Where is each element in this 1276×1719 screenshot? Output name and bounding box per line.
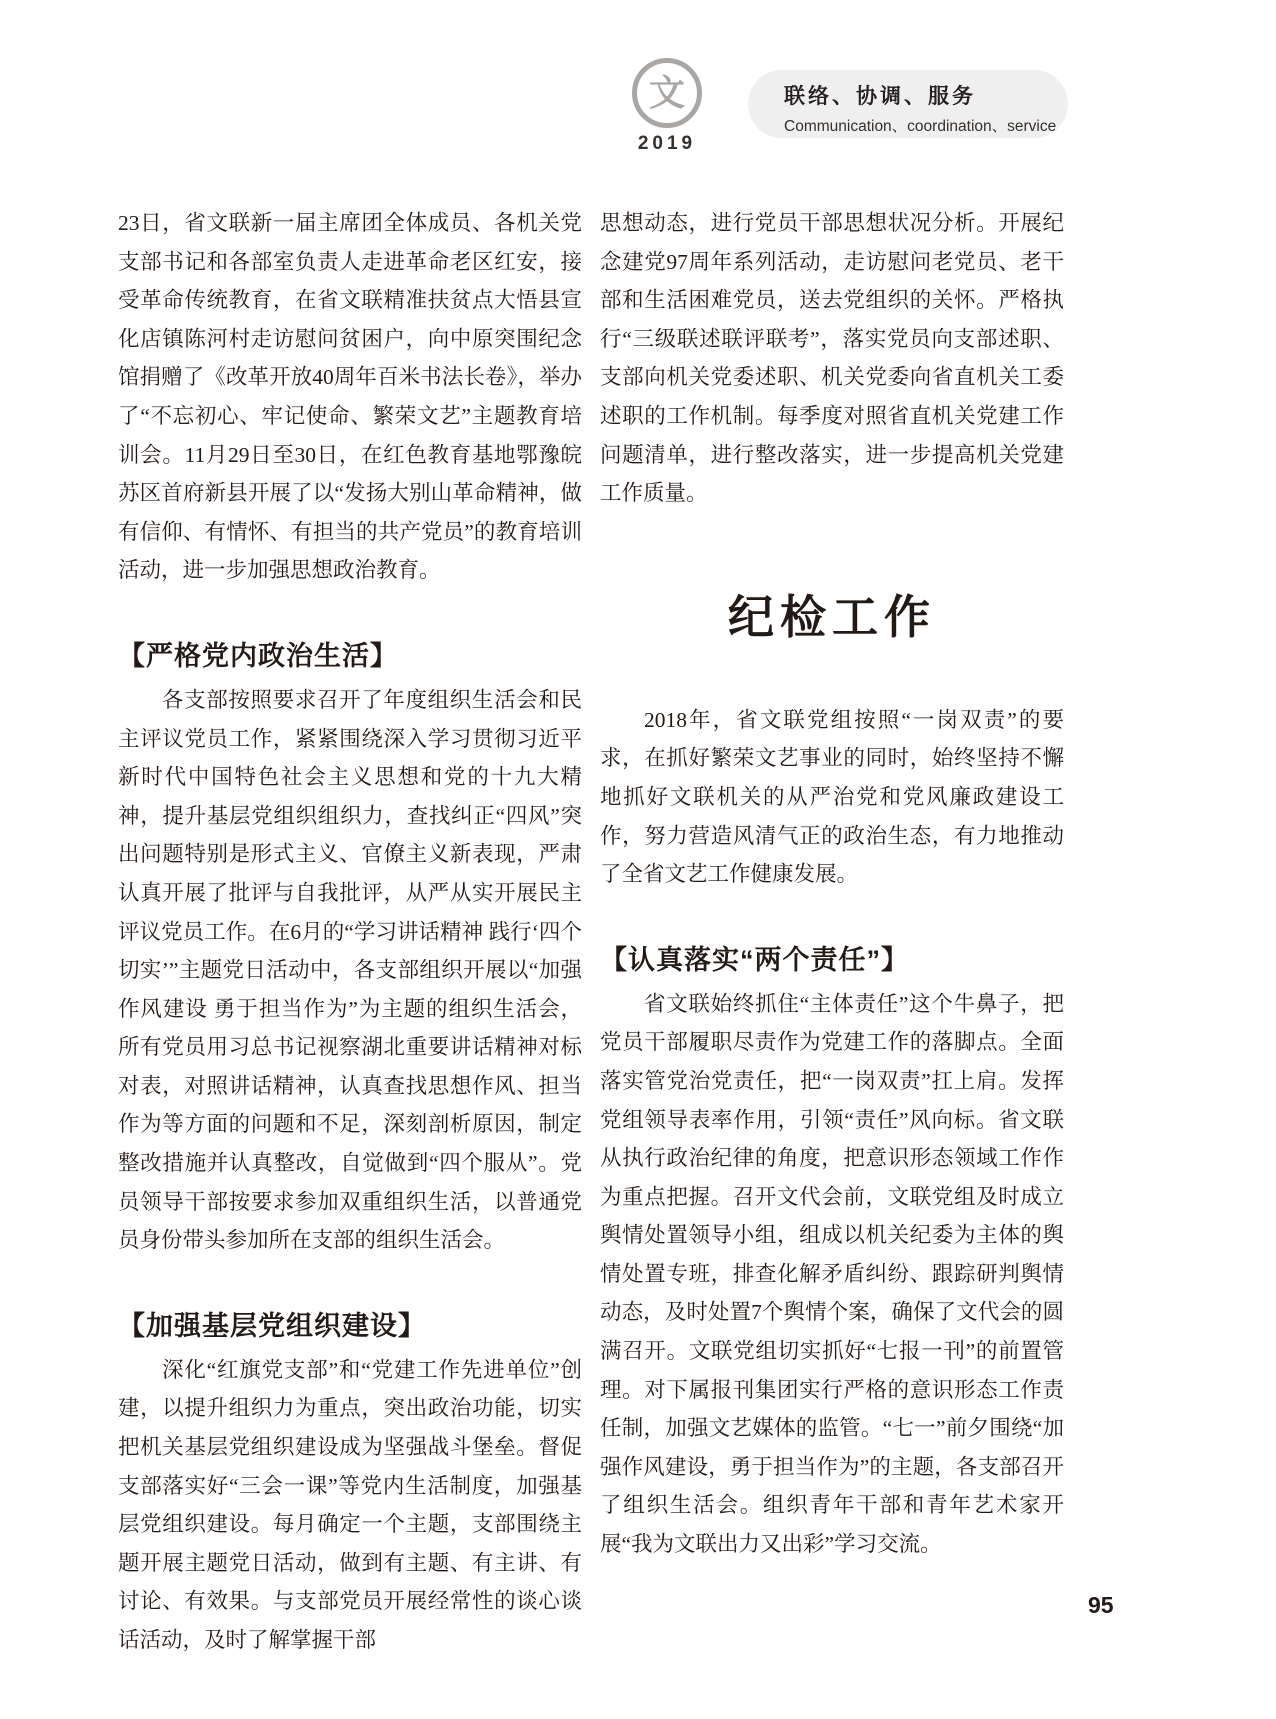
logo-glyph: 文 (648, 72, 685, 113)
cflac-logo-icon (632, 58, 702, 128)
section-heading-strict-party-political-life: 【严格党内政治生活】 (118, 640, 398, 671)
chapter-title-discipline-inspection: 纪检工作 (728, 590, 936, 643)
cflac-logo-block (624, 58, 710, 155)
section-header-band (748, 70, 1068, 138)
continued-paragraph: 思想动态，进行党员干部思想状况分析。开展纪念建党97周年系列活动，走访慰问老党员、老干部和生活困难党员，送去党组织的关怀。严格执行“三级联述联评联考”，落实党员向支部述职、支部向机关党委述职、机关党委向省直机关工委述职的工作机制。每季度对照省直机关党建工作问题清单，进行整改落实，进一步提高机关党建工作质量。 (600, 211, 1064, 506)
left-column (118, 204, 582, 1660)
section-title-chinese: 联络、协调、服务 (784, 85, 976, 108)
section-title-english: Communication、coordination、service (784, 118, 1057, 135)
continued-paragraph: 23日，省文联新一届主席团全体成员、各机关党支部书记和各部室负责人走进革命老区红安，接受革命传统教育，在省文联精准扶贫点大悟县宣化店镇陈河村走访慰问贫困户，向中原突围纪念馆捐赠了《改革开放40周年百米书法长卷》，举办了“不忘初心、牢记使命、繁荣文艺”主题教育培训会。11月29日至30日，在红色教育基地鄂豫皖苏区首府新县开展了以“发扬大别山革命精神，做有信仰、有情怀、有担当的共产党员”的教育培训活动，进一步加强思想政治教育。 (118, 211, 582, 583)
right-column (600, 204, 1064, 1564)
logo-year: 2019 (637, 133, 697, 154)
page-number: 95 (1088, 1592, 1114, 1618)
paragraph: 省文联始终抓住“主体责任”这个牛鼻子，把党员干部履职尽责作为党建工作的落脚点。全面落实管党治党责任，把“一岗双责”扛上肩。发挥党组领导表率作用，引领“责任”风向标。省文联从执行政治纪律的角度，把意识形态领域工作作为重点把握。召开文代会前，文联党组及时成立舆情处置领导小组，组成以机关纪委为主体的舆情处置专班，排查化解矛盾纠纷、跟踪研判舆情动态，及时处置7个舆情个案，确保了文代会的圆满召开。文联党组切实抓好“七报一刊”的前置管理。对下属报刊集团实行严格的意识形态工作责任制，加强文艺媒体的监管。“七一”前夕围绕“加强作风建设，勇于担当作为”的主题，各支部召开了组织生活会。组织青年干部和青年艺术家开展“我为文联出力又出彩”学习交流。 (600, 991, 1064, 1557)
paragraph: 深化“红旗党支部”和“党建工作先进单位”创建，以提升组织力为重点，突出政治功能，切实把机关基层党组织建设成为坚强战斗堡垒。督促支部落实好“三会一课”等党内生活制度，加强基层党组织建设。每月确定一个主题，支部围绕主题开展主题党日活动，做到有主题、有主讲、有讨论、有效果。与支部党员开展经常性的谈心谈话活动，及时了解掌握干部 (118, 1357, 582, 1652)
section-heading-strengthen-grassroots-party-building: 【加强基层党组织建设】 (118, 1310, 426, 1341)
chapter-intro-paragraph: 2018年，省文联党组按照“一岗双责”的要求，在抓好繁荣文艺事业的同时，始终坚持不懈地抓好文联机关的从严治党和党风廉政建设工作，努力营造风清气正的政治生态，有力地推动了全省文艺工作健康发展。 (600, 707, 1064, 887)
paragraph: 各支部按照要求召开了年度组织生活会和民主评议党员工作，紧紧围绕深入学习贯彻习近平新时代中国特色社会主义思想和党的十九大精神，提升基层党组织组织力，查找纠正“四风”突出问题特别是形式主义、官僚主义新表现，严肃认真开展了批评与自我批评，从严从实开展民主评议党员工作。在6月的“学习讲话精神 践行‘四个切实’”主题党日活动中，各支部组织开展以“加强作风建设 勇于担当作为”为主题的组织生活会，所有党员用习总书记视察湖北重要讲话精神对标对表，对照讲话精神，认真查找思想作风、担当作为等方面的问题和不足，深刻剖析原因，制定整改措施并认真整改，自觉做到“四个服从”。党员领导干部按要求参加双重组织生活，以普通党员身份带头参加所在支部的组织生活会。 (118, 687, 582, 1253)
section-heading-two-responsibilities: 【认真落实“两个责任”】 (600, 944, 909, 975)
